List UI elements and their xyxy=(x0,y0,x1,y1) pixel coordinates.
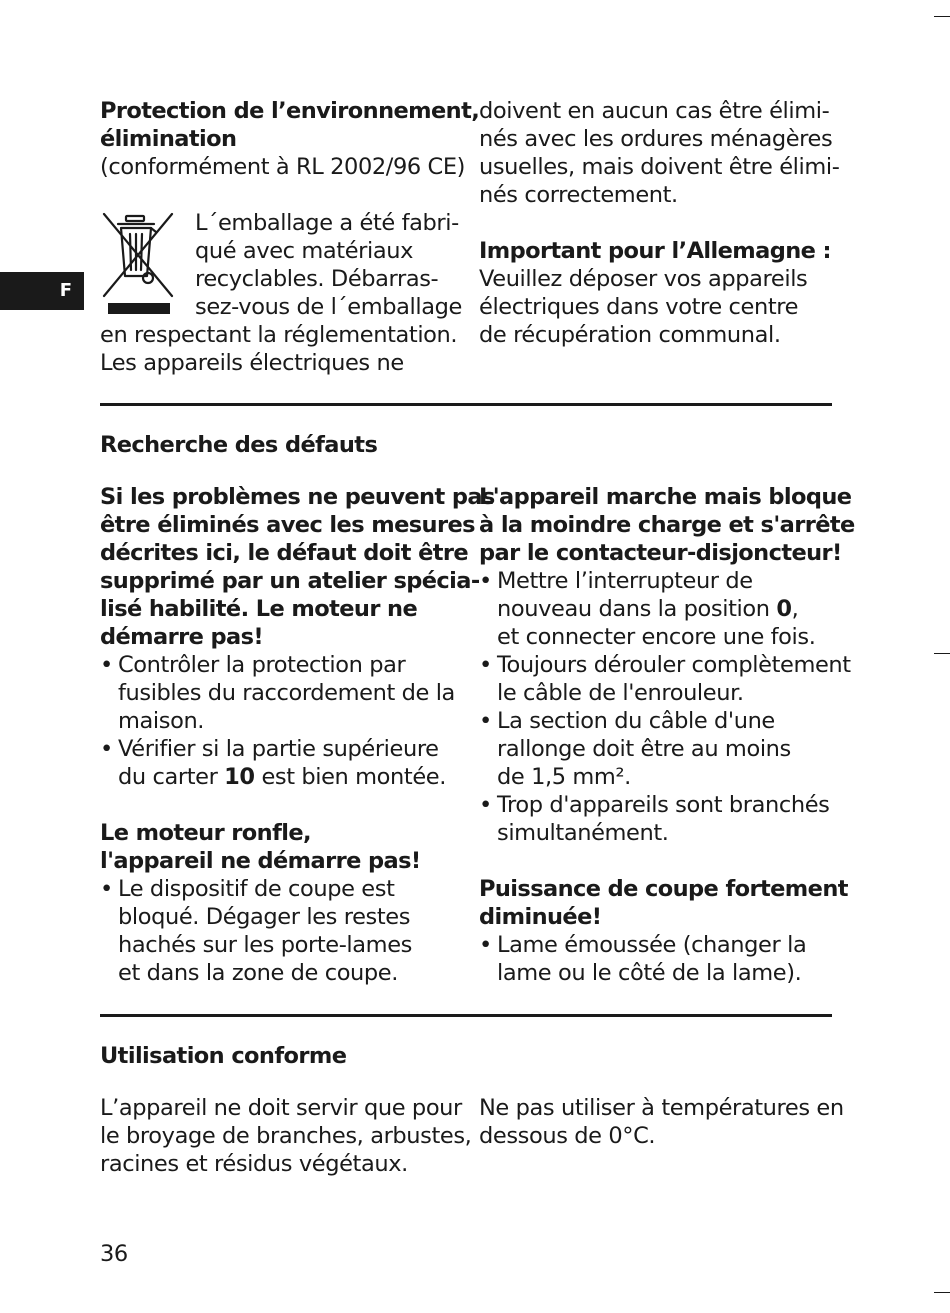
env-left-column xyxy=(100,97,480,181)
usage-line: le broyage de branches, arbustes, xyxy=(100,1123,472,1149)
bullet-line: lame ou le côté de la lame). xyxy=(497,960,802,986)
bullet-line xyxy=(497,595,839,623)
env-right-line: doivent en aucun cas être élimi- xyxy=(479,98,830,124)
bullet-line: maison. xyxy=(118,708,205,734)
bullet-item xyxy=(479,791,839,847)
bullet-line: hachés sur les porte-lames xyxy=(118,932,412,958)
bullet-dot: • xyxy=(479,568,492,594)
bullet-item xyxy=(100,735,460,791)
bullet-item xyxy=(100,875,460,987)
bullet-line: bloqué. Dégager les restes xyxy=(118,904,411,930)
section-divider xyxy=(100,403,832,406)
trouble-intro-line: être éliminés avec les mesures xyxy=(100,512,475,538)
bullet-dot: • xyxy=(100,652,113,678)
usage-heading: Utilisation conforme xyxy=(100,1043,347,1069)
env-cont-line: Les appareils électriques ne xyxy=(100,350,404,376)
bullet-item xyxy=(100,651,460,735)
trouble-intro xyxy=(100,483,495,651)
trouble-right-column xyxy=(479,483,855,987)
env-continuation xyxy=(100,321,460,377)
env-intro-line: L´emballage a été fabri- xyxy=(195,210,459,236)
env-cont-line: en respectant la réglementation. xyxy=(100,322,458,348)
bullet-line: Vérifier si la partie supérieure xyxy=(118,736,439,762)
hum-title-line: l'appareil ne démarre pas! xyxy=(100,848,421,874)
env-intro-line: sez-vous de l´emballage xyxy=(195,294,462,320)
power-title xyxy=(479,875,848,931)
bullet-line: Mettre l’interrupteur de xyxy=(497,568,753,594)
crop-mark-bottom xyxy=(934,1292,950,1293)
bullet-item xyxy=(479,707,839,791)
bullet-dot: • xyxy=(100,876,113,902)
env-right-line: usuelles, mais doivent être élimi- xyxy=(479,154,840,180)
germany-title: Important pour l’Allemagne : xyxy=(479,238,831,264)
bullet-text: , xyxy=(791,596,799,622)
bullet-dot: • xyxy=(479,708,492,734)
hum-title-line: Le moteur ronfle, xyxy=(100,820,311,846)
bullet-dot: • xyxy=(479,932,492,958)
language-tab xyxy=(0,272,84,310)
page-number: 36 xyxy=(100,1241,128,1267)
part-number: 10 xyxy=(224,764,255,790)
bullet-line: La section du câble d'une xyxy=(497,708,775,734)
overload-title-line: L'appareil marche mais bloque xyxy=(479,484,852,510)
bullet-item xyxy=(479,931,839,987)
bullet-line: fusibles du raccordement de la xyxy=(118,680,455,706)
usage-right-column xyxy=(479,1094,844,1150)
env-subtitle: (conformément à RL 2002/96 CE) xyxy=(100,154,466,180)
trouble-intro-line: lisé habilité. Le moteur ne xyxy=(100,596,418,622)
bullet-dot: • xyxy=(479,792,492,818)
overload-title-line: à la moindre charge et s'arrête xyxy=(479,512,855,538)
env-right-column xyxy=(479,97,839,349)
bullet-line xyxy=(118,763,460,791)
germany-line: Veuillez déposer vos appareils xyxy=(479,266,808,292)
crop-mark-top xyxy=(934,16,950,17)
hum-title xyxy=(100,819,460,875)
bullet-line: Contrôler la protection par xyxy=(118,652,406,678)
bullet-line: simultanément. xyxy=(497,820,669,846)
env-intro-line: qué avec matériaux xyxy=(195,238,414,264)
overload-title xyxy=(479,483,855,567)
trouble-heading: Recherche des défauts xyxy=(100,432,378,458)
bullet-text: du carter xyxy=(118,764,225,790)
bullet-line: Lame émoussée (changer la xyxy=(497,932,807,958)
usage-line: Ne pas utiliser à températures en xyxy=(479,1095,844,1121)
crossed-out-wheelie-bin-icon xyxy=(100,210,176,318)
trouble-intro-line: décrites ici, le défaut doit être xyxy=(100,540,469,566)
bullet-line: et connecter encore une fois. xyxy=(497,624,816,650)
section-divider xyxy=(100,1014,832,1017)
overload-title-line: par le contacteur-disjoncteur! xyxy=(479,540,842,566)
crop-mark-middle xyxy=(934,653,950,654)
bullet-line: Trop d'appareils sont branchés xyxy=(497,792,830,818)
language-tab-label: F xyxy=(59,280,72,301)
env-title-line: Protection de l’environnement, xyxy=(100,98,480,124)
trouble-left-column xyxy=(100,483,495,987)
bullet-item xyxy=(479,651,851,707)
bullet-dot: • xyxy=(100,736,113,762)
env-right-line: nés correctement. xyxy=(479,182,678,208)
env-intro-line: recyclables. Débarras- xyxy=(195,266,439,292)
env-title xyxy=(100,97,480,153)
env-intro xyxy=(195,209,465,321)
bullet-line: Toujours dérouler complètement xyxy=(497,652,851,678)
trouble-intro-line: Si les problèmes ne peuvent pas xyxy=(100,484,495,510)
usage-line: racines et résidus végétaux. xyxy=(100,1151,408,1177)
env-title-line: élimination xyxy=(100,126,237,152)
bullet-line: de 1,5 mm². xyxy=(497,764,631,790)
trouble-intro-line: démarre pas! xyxy=(100,624,264,650)
bullet-line: et dans la zone de coupe. xyxy=(118,960,398,986)
switch-position: 0 xyxy=(776,596,792,622)
germany-line: électriques dans votre centre xyxy=(479,294,799,320)
bullet-item xyxy=(479,567,839,651)
bullet-text: est bien montée. xyxy=(254,764,446,790)
usage-left-column xyxy=(100,1094,472,1178)
env-right-line: nés avec les ordures ménagères xyxy=(479,126,833,152)
trouble-intro-line: supprimé par un atelier spécia- xyxy=(100,568,480,594)
bullet-dot: • xyxy=(479,652,492,678)
germany-line: de récupération communal. xyxy=(479,322,781,348)
bullet-line: rallonge doit être au moins xyxy=(497,736,791,762)
bullet-line: Le dispositif de coupe est xyxy=(118,876,395,902)
power-title-line: Puissance de coupe fortement xyxy=(479,876,848,902)
usage-line: dessous de 0°C. xyxy=(479,1123,656,1149)
bullet-text: nouveau dans la position xyxy=(497,596,777,622)
power-title-line: diminuée! xyxy=(479,904,602,930)
bullet-line: le câble de l'enrouleur. xyxy=(497,680,744,706)
usage-line: L’appareil ne doit servir que pour xyxy=(100,1095,462,1121)
